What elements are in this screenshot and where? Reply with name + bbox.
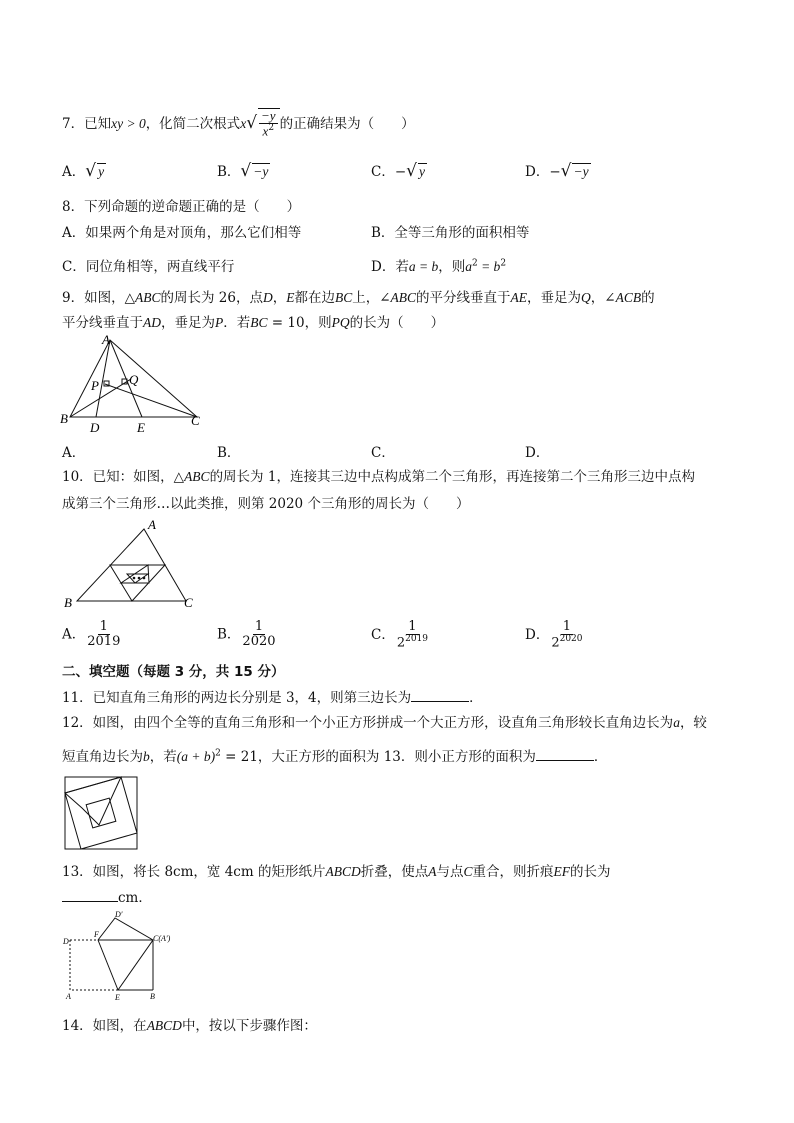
q9-label-d: D: [90, 420, 100, 435]
q9-option-c[interactable]: C．: [371, 445, 395, 461]
q9-label-b: B: [60, 411, 68, 426]
q10-option-c[interactable]: C． $\frac{1}{2^{2019}}$: [371, 619, 429, 651]
q13-label-f: F: [94, 930, 99, 939]
q9-label-p: P: [91, 378, 99, 393]
q13-label-e: E: [115, 993, 120, 1002]
q7-option-a[interactable]: A．√ y: [62, 161, 105, 181]
question-11: 11．已知直角三角形的两边长分别是 3，4，则第三边长为 ．: [62, 690, 483, 706]
q10-option-d[interactable]: D． $\frac{1}{2^{2020}}$: [525, 619, 583, 651]
question-7-stem: 7．已知xy > 0，化简二次根式x√ $\frac{-y}{x^2}$ 的正确结果为（ ）: [62, 108, 415, 139]
q12-answer-blank[interactable]: [536, 760, 594, 761]
q13-label-a: A: [66, 992, 71, 1001]
q10-label-c: C: [184, 595, 193, 610]
q7-option-c[interactable]: C．−√ y: [371, 161, 425, 181]
question-8-stem: 8．下列命题的逆命题正确的是（ ）: [62, 199, 301, 215]
q9-label-e: E: [137, 420, 145, 435]
q13-label-d: D: [63, 937, 69, 946]
q9-label-a: A: [102, 332, 110, 347]
q9-label-c: C: [191, 413, 200, 428]
q10-label-a: A: [148, 517, 156, 532]
q9-label-q: Q: [129, 372, 139, 387]
q11-answer-blank[interactable]: [411, 701, 469, 702]
q9-option-a[interactable]: A．: [62, 445, 86, 461]
q13-answer-blank[interactable]: [62, 901, 118, 902]
q13-folded-rectangle-figure: [60, 908, 190, 1004]
question-12-line2: 短直角边长为b，若$(a + b)^2 = 21$，大正方形的面积为 13．则小正方形的面积为 ．: [62, 748, 608, 765]
q8-option-b[interactable]: B．全等三角形的面积相等: [371, 225, 530, 241]
q13-label-c-a-prime: C(A′): [153, 934, 171, 943]
question-10-line1: 10．已知：如图，△ABC的周长为 1，连接其三边中点构成第二个三角形，再连接第二个三角形三边中点构: [62, 469, 695, 485]
question-12-line1: 12．如图，由四个全等的直角三角形和一个小正方形拼成一个大正方形，设直角三角形较长直角边长为a，较: [62, 715, 707, 731]
q9-option-d[interactable]: D．: [525, 445, 550, 461]
section-heading-fill-in: 二、填空题（每题 3 分，共 15 分）: [62, 664, 285, 680]
q9-option-b[interactable]: B．: [217, 445, 241, 461]
q7-option-d[interactable]: D．−√ −y: [525, 161, 589, 181]
question-10-line2: 成第三个三角形…以此类推，则第 2020 个三角形的周长为（ ）: [62, 496, 470, 512]
q10-nested-triangles-figure: [60, 514, 205, 612]
q8-option-d[interactable]: D．若a = b，则$a^2 = b^2$: [371, 258, 507, 275]
q13-label-b: B: [150, 992, 155, 1001]
q10-option-a[interactable]: A． $\frac{1}{2019}$: [62, 619, 121, 650]
q13-label-d-prime: D′: [115, 910, 123, 919]
q9-triangle-figure: [60, 332, 210, 436]
question-13-line2: cm．: [62, 886, 152, 906]
question-13-line1: 13．如图，将长 8cm，宽 4cm 的矩形纸片ABCD折叠，使点A与点C重合，则折痕EF的长为: [62, 864, 611, 880]
q8-option-a[interactable]: A．如果两个角是对顶角，那么它们相等: [62, 225, 302, 241]
q7-option-b[interactable]: B．√ −y: [217, 161, 269, 181]
question-14: 14．如图，在ABCD中，按以下步骤作图：: [62, 1018, 317, 1034]
question-9-line1: 9．如图，△ABC的周长为 26，点D，E都在边BC上，∠ABC的平分线垂直于AE，垂足为Q，∠ACB的: [62, 290, 655, 306]
q10-label-b: B: [64, 595, 72, 610]
q8-option-c[interactable]: C．同位角相等，两直线平行: [62, 259, 235, 275]
question-9-line2: 平分线垂直于AD，垂足为P．若BC = 10，则PQ的长为（ ）: [62, 315, 445, 331]
q12-square-figure: [62, 774, 142, 852]
q10-option-b[interactable]: B． $\frac{1}{2020}$: [217, 619, 276, 650]
